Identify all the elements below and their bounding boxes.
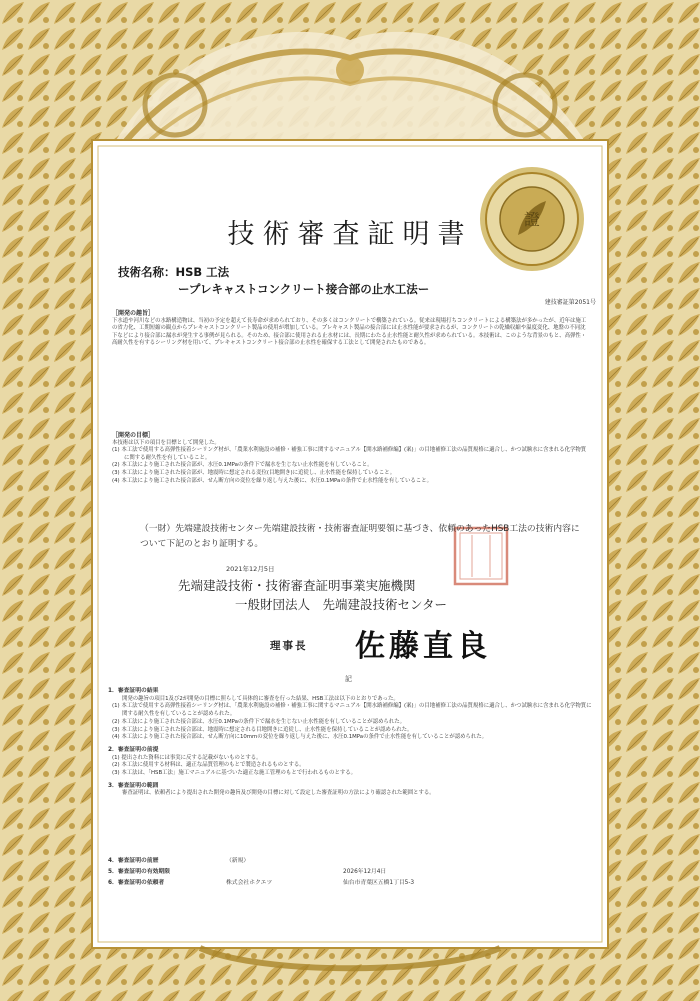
- objectives-section: [112, 432, 590, 485]
- field-label: 4．審査証明の前歴: [108, 858, 159, 864]
- technology-name: [118, 264, 588, 298]
- results-section: [108, 688, 592, 798]
- field-value: （新規）: [226, 858, 250, 864]
- premise-item: (3) 本工法は、「HSB工法」施工マニュアルに基づいた適正な施工管理のもとで行われるものとする。: [112, 770, 357, 777]
- certificate-fields: [108, 856, 592, 889]
- issue-date: 2021年12月5日: [226, 565, 275, 573]
- development-heading: ［開発の趣旨］: [112, 310, 155, 317]
- certificate-number: 建技審証第2051号: [544, 299, 596, 306]
- field-label: 6．審査証明の依頼者: [108, 880, 165, 886]
- result-item: (1) 本工法で使用する高弾性接着シーリング材は、「農業水利施設の補修・補強工事に関するマニュアル【開水路補修編】(案)」の目地補修工法の品質規格に適合し、かつ試験水に含まれる化学物質に関する耐久性を有していることが認められた。: [112, 703, 592, 718]
- certification-statement: （一財）先端建設技術センター先端建設技術・技術審査証明要領に基づき、依頼のあったHSB工法の技術内容について下記のとおり証明する。: [140, 524, 580, 549]
- development-text: 下水道や河川などの水路構造物は、当初の予定を超えて長寿命が求められており、その多くはコンクリートで構築されている。従来は現場打ちコンクリートによる構築法が多かったが、近年は施工の省力化、工期短縮の観点からプレキャストコンクリート製品の使用が増加している。プレキャスト製品の接合部には止水性能が要求されるが、コンクリートの乾燥収縮や温度変化、地盤の不同沈下などにより接合部に漏水が発生する事例が見られる。そのため、接合部に使用される止水材には、長期にわたる止水性能と耐久性が求められている。本技術は、このような背景のもと、高弾性・高耐久性を有するシーリング材を用いて、プレキャストコンクリート接合部の止水性を確保する工法として開発されたものである。: [112, 317, 587, 347]
- field-row: [108, 878, 592, 889]
- objective-item: (2) 本工法により施工された接合部が、水圧0.1MPaの条件下で漏水を生じない止水性能を有していること。: [112, 462, 373, 469]
- field-row: [108, 856, 592, 867]
- objective-item: (1) 本工法で使用する高弾性接着シーリング材が、「農業水利施設の補修・補強工事に関するマニュアル【開水路補修編】(案)」の目地補修工法の品質規格に適合し、かつ試験水に含まれる化学物質に関する耐久性を有していること。: [112, 447, 587, 461]
- field-row: [108, 867, 592, 878]
- field-value: 株式会社ホクエツ: [226, 880, 273, 886]
- objective-item: (3) 本工法により施工された接合部が、地震時に想定される変位(目地開き)に追従し、止水性能を保持していること。: [112, 469, 396, 476]
- result-item: (4) 本工法により施工された接合部は、せん断方向に10mmの変位を繰り返し与えた後に、水圧0.1MPaの条件で止水性能を有していることが認められた。: [112, 734, 488, 741]
- objectives-intro: 本技術は以下の項目を目標として開発した。: [112, 439, 220, 446]
- result-item: (3) 本工法により施工された接合部は、地震時に想定される目地開きに追従し、止水性能を保持していることが認められた。: [112, 726, 413, 733]
- technology-name-line1: 技術名称：HSB 工法: [118, 265, 230, 279]
- results-intro: 開発の趣旨の項目1及び2が開発の目標に照らして具体的に審査を行った結果、HSB工法は以下のとおりであった。: [122, 695, 399, 702]
- certificate-body: [100, 160, 600, 920]
- field-value: 仙台市青葉区五橋1丁目5-3: [343, 880, 415, 886]
- field-label: 5．審査証明の有効期限: [108, 869, 171, 875]
- scope-text: 審査証明は、依頼者により提出された開発の趣旨及び開発の目標に対して設定した審査証明の方法により確認された範囲とする。: [122, 790, 435, 797]
- issuing-organization: [178, 576, 508, 614]
- certificate-title: 技術審査証明書: [227, 219, 473, 250]
- svg-text:證: 證: [523, 210, 541, 229]
- premise-item: (1) 提出された資料には事実に反する記載がないものとする。: [112, 754, 262, 761]
- results-heading-3: 3．審査証明の範囲: [108, 782, 159, 789]
- development-section: [112, 310, 590, 348]
- objectives-heading: ［開発の目標］: [112, 432, 155, 439]
- results-heading-1: 1．審査証明の結果: [108, 688, 159, 694]
- technology-name-line2: ープレキャストコンクリート接合部の止水工法ー: [178, 282, 430, 296]
- organization-line2: 一般財団法人 先端建設技術センター: [235, 597, 448, 612]
- objective-item: (4) 本工法により施工された接合部が、せん断方向の変位を繰り返し与えた後に、水圧0.1MPaの条件で止水性能を有していること。: [112, 477, 432, 484]
- organization-line1: 先端建設技術・技術審査証明事業実施機関: [178, 578, 416, 593]
- president-signature: 佐藤直良: [355, 629, 491, 664]
- ki-mark: 記: [345, 675, 352, 683]
- premise-item: (2) 本工法に使用する材料は、適正な品質管理のもとで製造されるものとする。: [112, 762, 305, 769]
- results-heading-2: 2．審査証明の前提: [108, 746, 159, 753]
- result-item: (2) 本工法により施工された接合部は、水圧0.1MPaの条件下で漏水を生じない止水性能を有していることが認められた。: [112, 718, 406, 725]
- field-value: 2026年12月4日: [343, 869, 387, 875]
- president-title: 理事長: [270, 640, 308, 652]
